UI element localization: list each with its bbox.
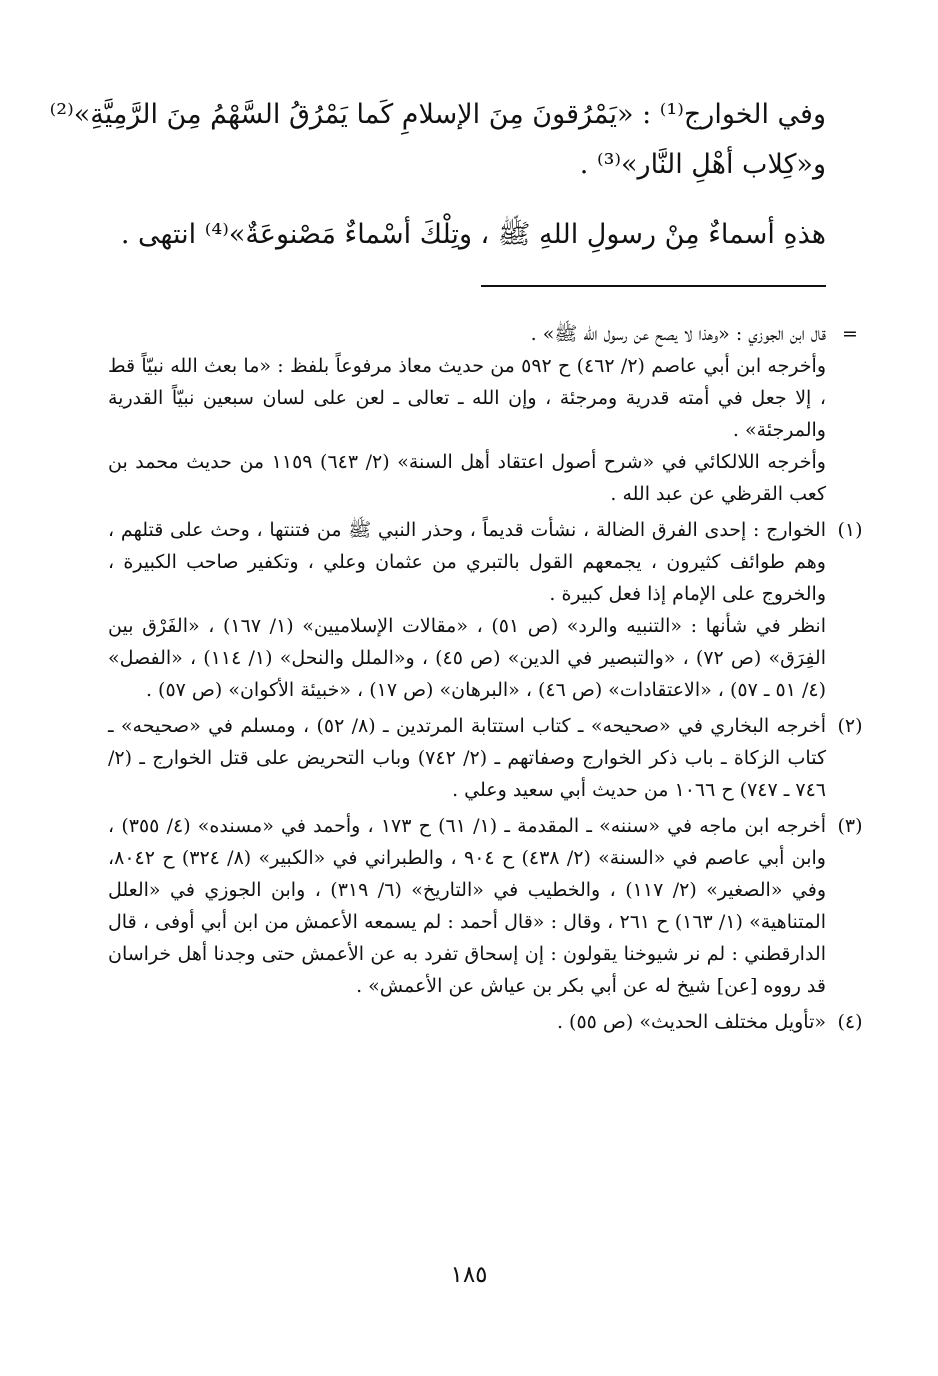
- footnote-paragraph: الخوارج : إحدى الفرق الضالة ، نشأت قديماً ، وحذر النبي ﷺ من فتنتها ، وحث على قتلهم ، وهم طوائف كثيرون ، يجمعهم القول بالتبري من عثمان وعلي ، وتكفير صاحب الكبيرة ، والخروج على الإمام إذا فعل كبيرة .: [108, 519, 826, 605]
- footnote-paragraph: أخرجه البخاري في «صحيحه» ـ كتاب استتابة المرتدين ـ (٨/ ٥٢) ، ومسلم في «صحيحه» ـ كتاب الزكاة ـ باب ذكر الخوارج وصفاتهم ـ (٢/ ٧٤٢) وباب التحريض على قتل الخوارج ـ (٢/ ٧٤٦ ـ ٧٤٧) ح ١٠٦٦ من حديث أبي سعيد وعلي .: [108, 715, 826, 801]
- main-text-line: وفي الخوارج⁽¹⁾ : «يَمْرُقونَ مِنَ الإسلامِ كَما يَمْرُقُ السَّهْمُ مِنَ الرَّمِيَّةِ»⁽²⁾: [49, 99, 826, 130]
- main-text-line: و«كِلاب أهْلِ النَّار»⁽³⁾ .: [579, 149, 826, 180]
- footnote-continued: [108, 318, 858, 510]
- footnote-marker: (١): [837, 519, 863, 541]
- footnote-1: [108, 514, 863, 706]
- footnote-marker: =: [842, 323, 858, 345]
- footnote-marker: (٣): [837, 815, 863, 837]
- footnote-paragraph: قال ابن الجوزي : «وهذا لا يصح عن رسول الله ﷺ» .: [530, 323, 826, 345]
- footnotes: [108, 318, 863, 1038]
- footnote-marker: (٤): [837, 1011, 863, 1033]
- footnote-4: [108, 1006, 863, 1038]
- page-number: ١٨٥: [450, 1262, 488, 1288]
- footnote-3: [108, 810, 863, 1002]
- footnote-paragraph: «تأويل مختلف الحديث» (ص ٥٥) .: [556, 1011, 826, 1033]
- main-text-line: هذهِ أسماءٌ مِنْ رسولِ اللهِ ﷺ ، وتِلْكَ أسْماءٌ مَصْنوعَةٌ»⁽⁴⁾ انتهى .: [120, 219, 826, 250]
- footnote-paragraph: وأخرجه اللالكائي في «شرح أصول اعتقاد أهل السنة» (٢/ ٦٤٣) ١١٥٩ من حديث محمد بن كعب القرظي عن عبد الله .: [108, 451, 826, 505]
- footnote-marker: (٢): [837, 715, 863, 737]
- main-text: [49, 90, 826, 260]
- footnote-paragraph: أخرجه ابن ماجه في «سننه» ـ المقدمة ـ (١/ ٦١) ح ١٧٣ ، وأحمد في «مسنده» (٤/ ٣٥٥) ، وابن أبي عاصم في «السنة» (٢/ ٤٣٨) ح ٩٠٤ ، والطبراني في «الكبير» (٨/ ٣٢٤) ح ٨٠٤٢، وفي «الصغير» (٢/ ١١٧) ، والخطيب في «التاريخ» (٦/ ٣١٩) ، وابن الجوزي في «العلل المتناهية» (١/ ١٦٣) ح ٢٦١ ، وقال : «قال أحمد : لم يسمعه الأعمش من ابن أبي أوفى ، قال الدارقطني : لم نر شيوخنا يقولون : إن إسحاق تفرد به عن الأعمش حتى وجدنا أهل خراسان قد رووه [عن] شيخ له عن أبي بكر بن عياش عن الأعمش» .: [108, 815, 827, 997]
- footnote-2: [108, 710, 863, 806]
- footnote-separator: [481, 285, 826, 287]
- footnote-paragraph: انظر في شأنها : «التنبيه والرد» (ص ٥١) ، «مقالات الإسلاميين» (١/ ١٦٧) ، «الفَرْق بين الفِرَق» (ص ٧٢) ، «والتبصير في الدين» (ص ٤٥) ، و«الملل والنحل» (١/ ١١٤) ، «الفصل» (٤/ ٥١ ـ ٥٧) ، «الاعتقادات» (ص ٤٦) ، «البرهان» (ص ١٧) ، «خبيئة الأكوان» (ص ٥٧) .: [108, 615, 826, 701]
- footnote-paragraph: وأخرجه ابن أبي عاصم (٢/ ٤٦٢) ح ٥٩٢ من حديث معاذ مرفوعاً بلفظ : «ما بعث الله نبيّاً قط ، إلا جعل في أمته قدرية ومرجئة ، وإن الله ـ تعالى ـ لعن على لسان سبعين نبيّاً القدرية والمرجئة» .: [108, 355, 826, 441]
